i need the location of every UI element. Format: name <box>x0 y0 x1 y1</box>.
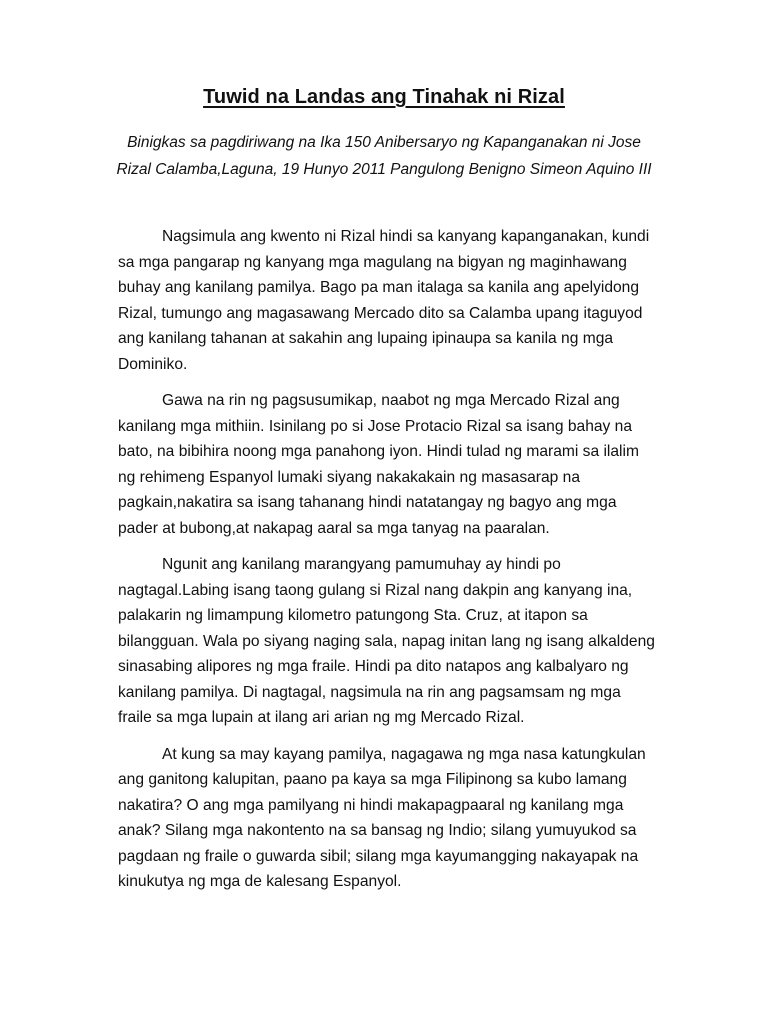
document-body <box>118 224 658 906</box>
paragraph-4: At kung sa may kayang pamilya, nagagawa ng mga nasa katungkulan ang ganitong kalupitan, paano pa kaya sa mga Filipinong sa kubo lamang nakatira? O ang mga pamilyang ni hindi makapagpaaral ng kanilang mga anak? Silang mga nakontento na sa bansag ng Indio; silang yumuyukod sa pagdaan ng fraile o guwarda sibil; silang mga kayumangging nakayapak na kinukutya ng mga de kalesang Espanyol. <box>118 745 646 890</box>
document-subtitle: Binigkas sa pagdiriwang na Ika 150 Anibersaryo ng Kapanganakan ni Jose Rizal Calamba,Laguna, 19 Hunyo 2011 Pangulong Benigno Simeon Aquino III <box>116 134 652 178</box>
paragraph-1: Nagsimula ang kwento ni Rizal hindi sa kanyang kapanganakan, kundi sa mga pangarap ng kanyang mga magulang na bigyan ng maginhawang buhay ang kanilang pamilya. Bago pa man italaga sa kanila ang apelyidong Rizal, tumungo ang magasawang Mercado dito sa Calamba upang itaguyod ang kanilang tahanan at sakahin ang lupaing ipinaupa sa kanila ng mga Dominiko. <box>118 228 650 373</box>
document-title: Tuwid na Landas ang Tinahak ni Rizal <box>203 86 565 108</box>
paragraph-2: Gawa na rin ng pagsusumikap, naabot ng mga Mercado Rizal ang kanilang mga mithiin. Isinilang po si Jose Protacio Rizal sa isang bahay na bato, na bibihira noong mga panahong iyon. Hindi tulad ng marami sa ilalim ng rehimeng Espanyol lumaki siyang nakakakain ng masasarap na pagkain,nakatira sa isang tahanang hindi natatangay ng bagyo ang mga pader at bubong,at nakapag aaral sa mga tanyag na paaralan. <box>118 392 639 537</box>
paragraph-3: Ngunit ang kanilang marangyang pamumuhay ay hindi po nagtagal.Labing isang taong gulang si Rizal nang dakpin ang kanyang ina, palakarin ng limampung kilometro patungong Sta. Cruz, at itapon sa bilangguan. Wala po siyang naging sala, napag initan lang ng isang alkaldeng sinasabing alipores ng mga fraile. Hindi pa dito natapos ang kalbalyaro ng kanilang pamilya. Di nagtagal, nagsimula na rin ang pagsamsam ng mga fraile sa mga lupain at ilang ari arian ng mg Mercado Rizal. <box>118 556 655 726</box>
